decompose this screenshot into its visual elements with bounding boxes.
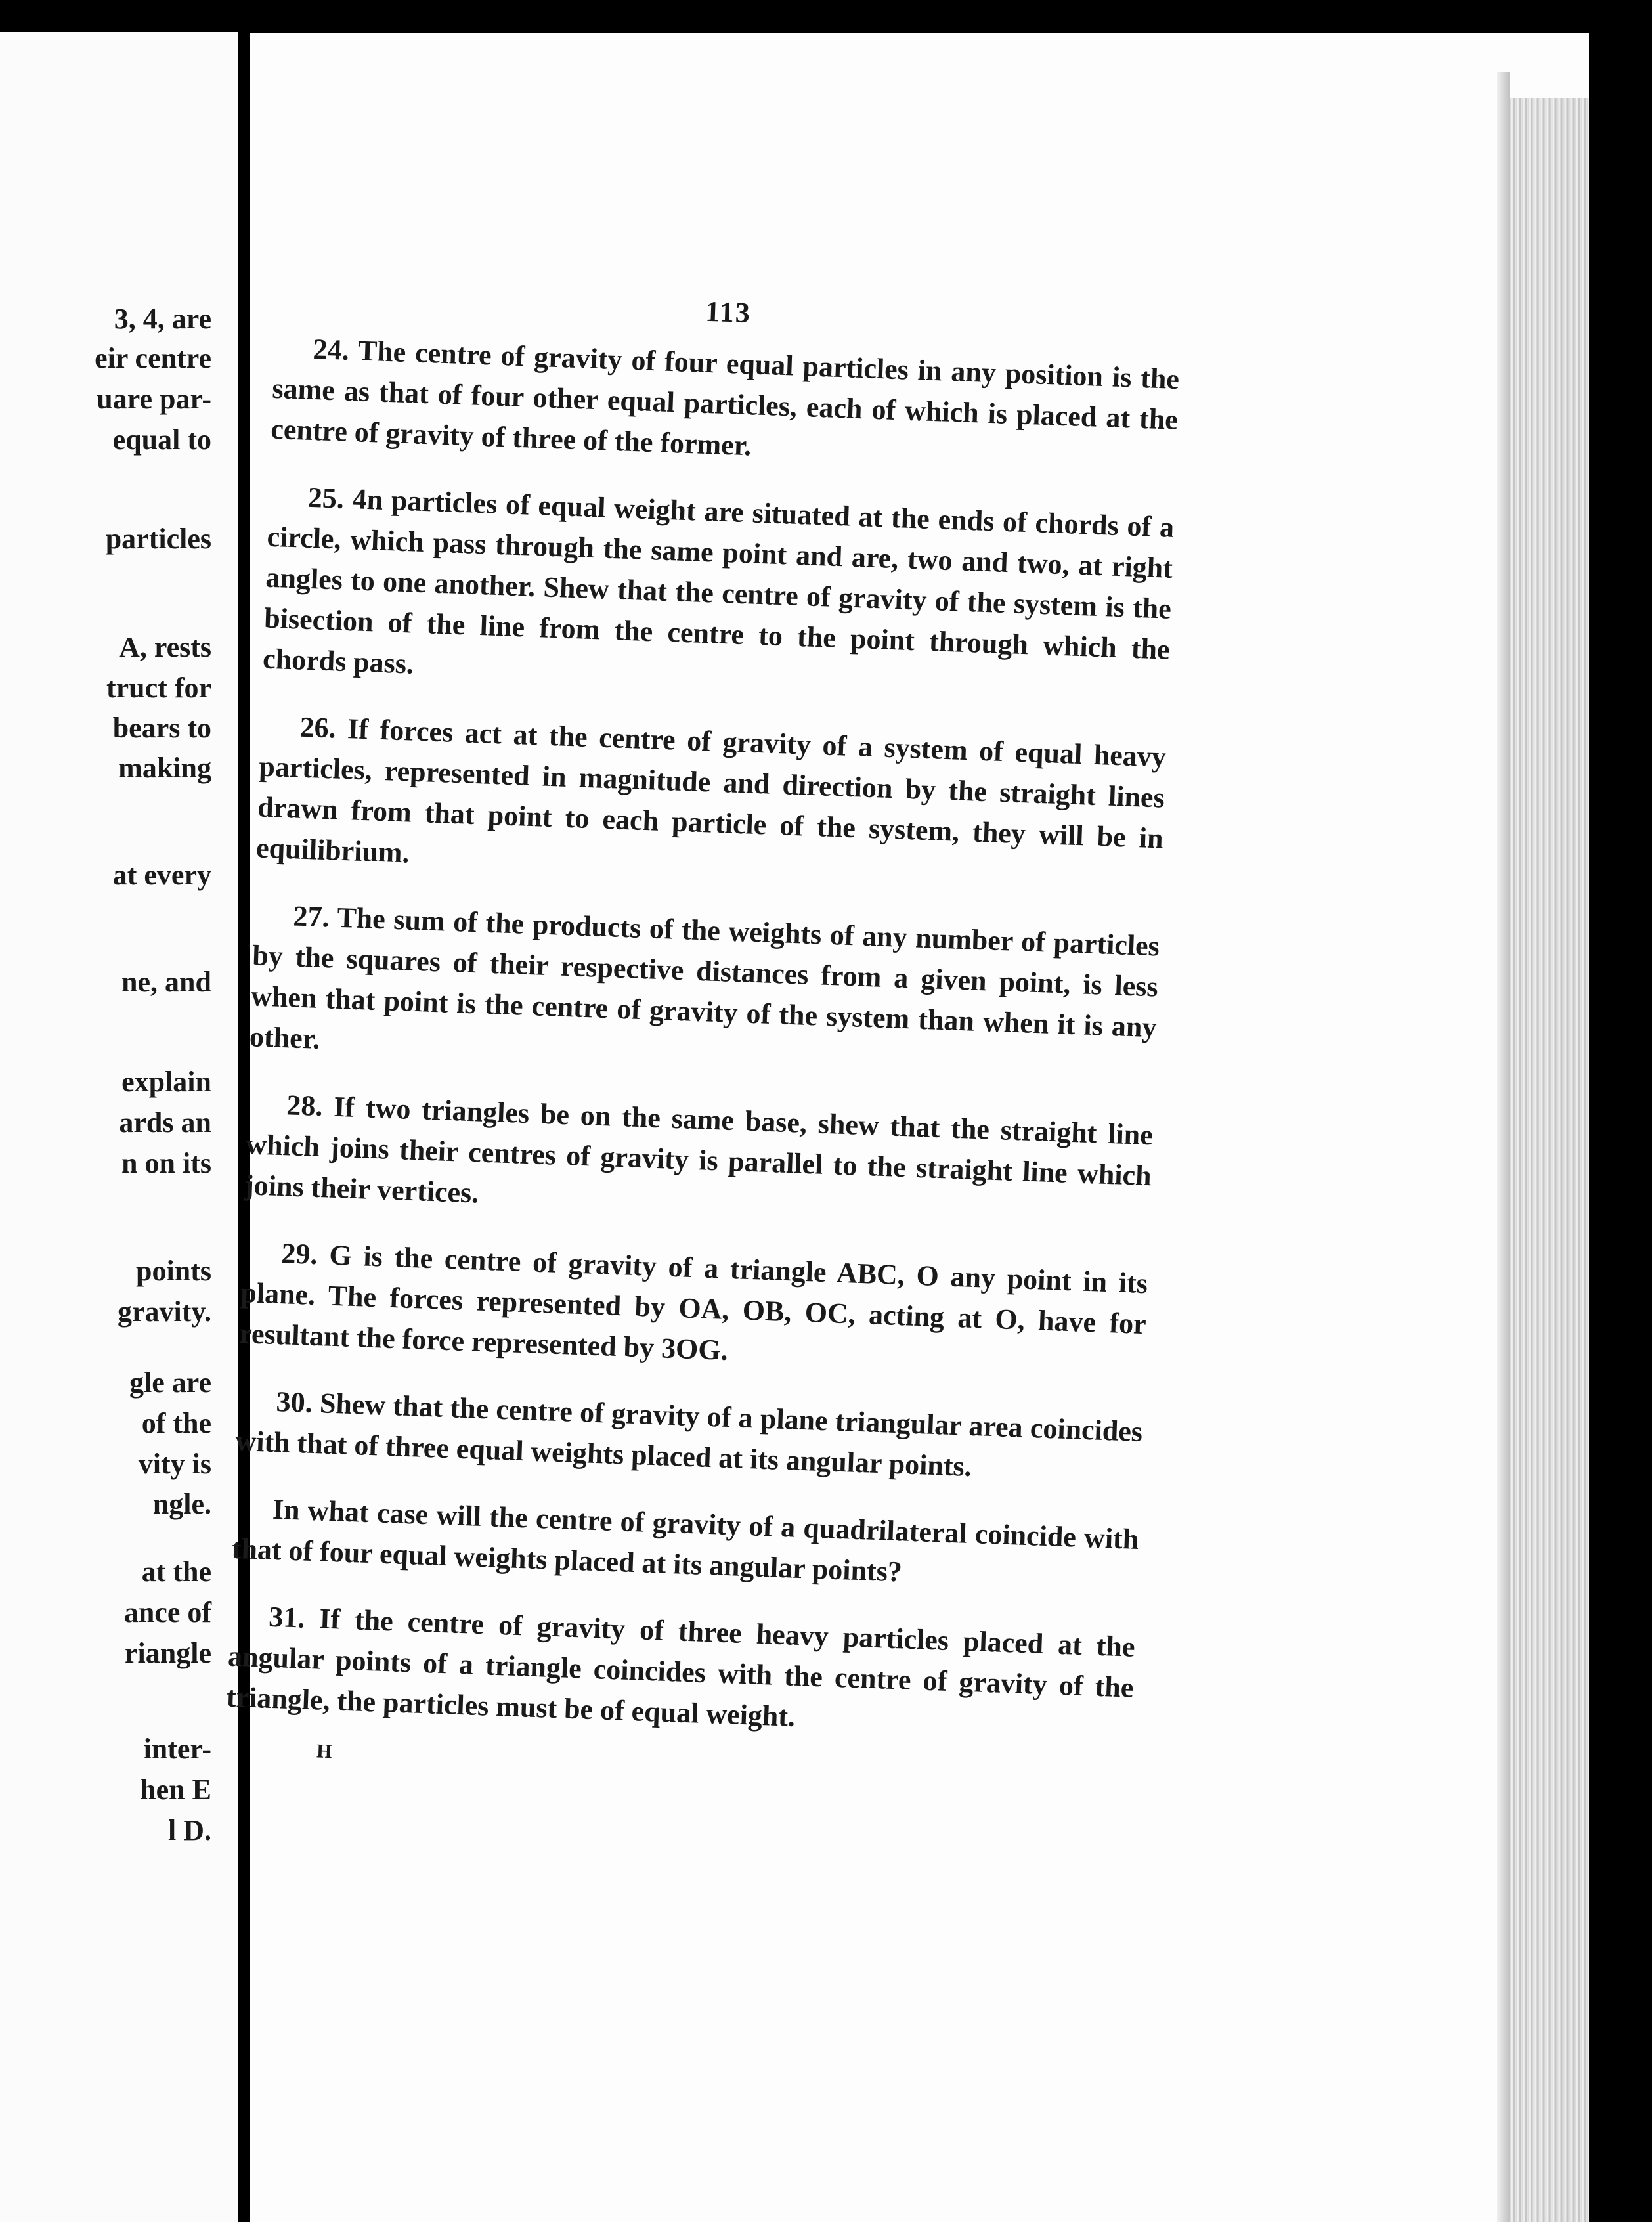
problem-25: 25. 4n particles of equal weight are situated at the ends of chords of a circle, which pass through the same point and are, two and two, at right angles to one another. Shew that the centre of gravity of the system is the bisection of the line from the centre to the point through which the chords pass. [262,481,1175,680]
book-fore-edge [1510,98,1589,2222]
left-page-line: ance of [123,1596,211,1628]
left-page-line: 3, 4, are [114,303,211,335]
left-page-line: eir centre [95,342,211,374]
problem-30: 30. Shew that the centre of gravity of a plane triangular area coincides with that of three equal weights placed at its angular points. [234,1385,1143,1483]
problem-29: 29. G is the centre of gravity of a triangle ABC, O any point in its plane. The forces represented by OA, OB, OC, acting at O, have for resultant the force represented by 3OG. [238,1237,1148,1366]
left-page-line: ngle. [152,1488,211,1520]
left-page-line: uare par- [97,383,211,415]
left-page-line: at the [141,1556,211,1588]
left-page-line: truct for [106,672,211,704]
left-page-line: vity is [138,1448,211,1480]
left-page-line: of the [141,1407,211,1439]
left-page-line: making [118,752,211,784]
page-number: 113 [705,295,752,330]
left-page-line: ne, and [121,966,211,998]
left-page-line: riangle [125,1637,211,1669]
problem-24: 24. The centre of gravity of four equal particles in any position is the same as that of four other equal particles, each of which is placed at the centre of gravity of three of the former. [270,332,1180,462]
left-page-line: at every [112,859,211,891]
left-page-line: n on its [121,1147,211,1179]
left-page-line: hen E [140,1774,211,1806]
page-content [225,280,1182,1791]
left-page-line: A, rests [119,631,211,663]
left-page-line: gravity. [118,1296,211,1328]
left-page-line: points [136,1255,211,1287]
left-page [0,32,238,2222]
problem-26: 26. If forces act at the centre of gravity of a system of equal heavy particles, represented in magnitude and direction by the straight lines drawn from that point to each particle of the system, they will be in equilibrium. [255,710,1167,869]
problem-30-continuation: In what case will the centre of gravity of a quadrilateral coincide with that of four equal weights placed at its angular points? [231,1492,1140,1588]
problem-27: 27. The sum of the products of the weights of any number of particles by the squares of their respective distances from a given point, is less when that point is the centre of gravity of the system than when it is any other. [249,900,1160,1055]
left-page-line: inter- [143,1733,211,1765]
problem-31: 31. If the centre of gravity of three heavy particles placed at the angular points of a triangle coincides with the centre of gravity of the triangle, the particles must be of equal weight. [226,1600,1136,1733]
left-page-line: bears to [112,712,211,744]
page-edge-shadow [1497,72,1510,2222]
left-page-line: l D. [168,1814,211,1846]
left-page-line: gle are [129,1366,211,1399]
problem-28: 28. If two triangles be on the same base, shew that the straight line which joins their centres of gravity is parallel to the straight line which joins their vertices. [244,1089,1154,1209]
left-page-line: equal to [112,424,211,456]
signature-mark: H [316,1740,333,1763]
left-page-line: ards an [119,1106,211,1139]
left-page-line: explain [121,1066,211,1098]
left-page-line: particles [105,523,211,555]
